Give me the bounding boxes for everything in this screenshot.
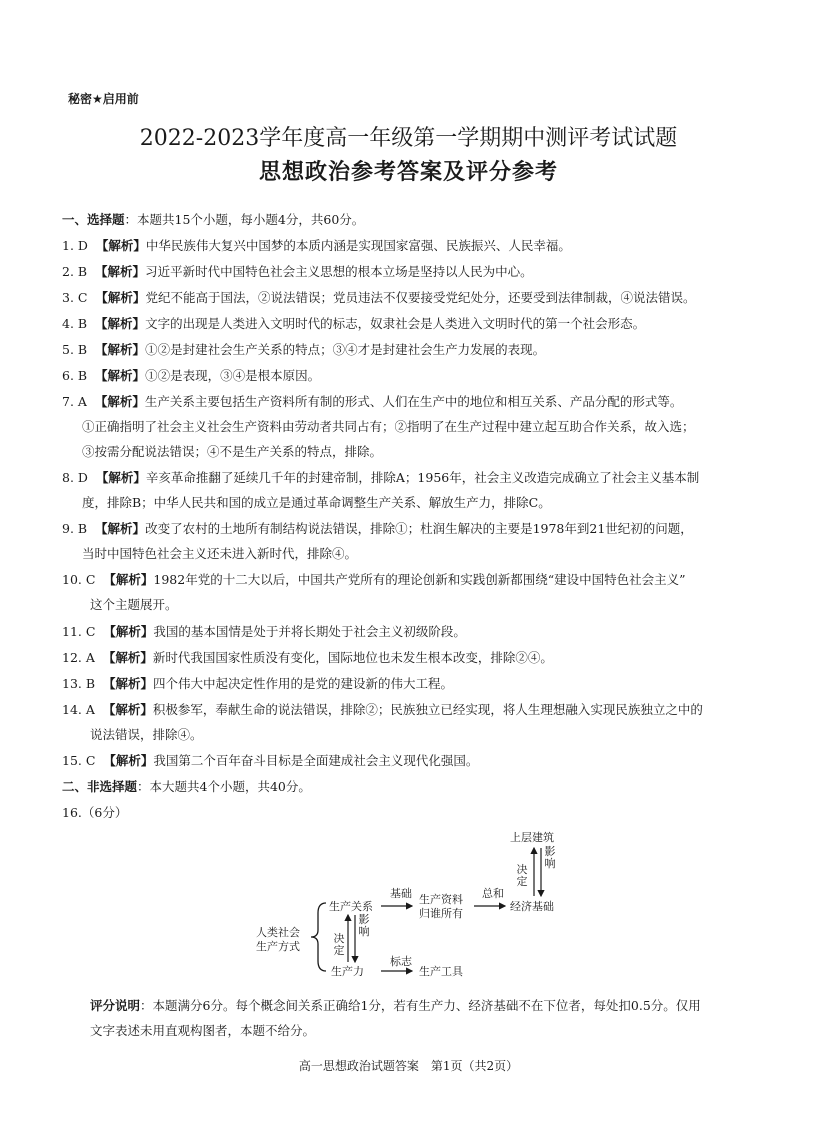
analysis-text: 中华民族伟大复兴中国梦的本质内涵是实现国家富强、民族振兴、人民幸福。 (145, 238, 571, 253)
page-footer: 高一思想政治试题答案 第1页（共2页） (298, 1059, 519, 1073)
answer-number: 2. B (62, 264, 88, 279)
analysis-text: 我国第二个百年奋斗目标是全面建成社会主义现代化强国。 (153, 753, 479, 768)
section-description: ：本题共15个小题，每小题4分，共60分。 (124, 212, 365, 227)
analysis-tag: 【解析】 (95, 316, 146, 331)
label-influence-lower: 影响 (358, 913, 370, 938)
label-decide-lower: 决定 (333, 932, 345, 957)
analysis-tag: 【解析】 (95, 342, 146, 357)
analysis-text: 文字的出现是人类进入文明时代的标志，奴隶社会是人类进入文明时代的第一个社会形态。 (145, 316, 646, 331)
answer-number: 8. D (62, 470, 88, 485)
analysis-text: 生产关系主要包括生产资料所有制的形式、人们在生产中的地位和相互关系、产品分配的形式等。 (144, 394, 683, 409)
analysis-text: 新时代我国国家性质没有变化，国际地位也未发生根本改变，排除②④。 (152, 650, 553, 665)
label-influence-upper: 影响 (544, 845, 556, 870)
answer-number: 15. C (62, 753, 96, 768)
node-society: 人类社会 (256, 926, 300, 939)
analysis-tag: 【解析】 (103, 572, 154, 587)
label-sum: 总和 (482, 887, 504, 900)
analysis-tag: 【解析】 (95, 368, 146, 383)
analysis-tag: 【解析】 (103, 753, 154, 768)
scoring-note-continuation: 文字表述未用直观构图者，本题不给分。 (90, 1023, 316, 1038)
analysis-text: 改变了农村的土地所有制结构说法错误，排除①；杜润生解决的主要是1978年到21世纪初的问题， (145, 521, 693, 536)
analysis-tag: 【解析】 (95, 264, 146, 279)
analysis-text: 辛亥革命推翻了延续几千年的封建帝制，排除A；1956年，社会主义改造完成确立了社会主义基本制 (145, 470, 700, 485)
analysis-text: ①②是表现，③④是根本原因。 (145, 368, 321, 383)
section-label: 二、非选择题 (62, 779, 138, 794)
answer-number: 9. B (62, 521, 88, 536)
analysis-text: ①②是封建社会生产关系的特点；③④才是封建社会生产力发展的表现。 (145, 342, 546, 357)
analysis-text: 习近平新时代中国特色社会主义思想的根本立场是坚持以人民为中心。 (145, 264, 533, 279)
answer-number: 13. B (62, 676, 96, 691)
analysis-text: 党纪不能高于国法，②说法错误；党员违法不仅要接受党纪处分，还要受到法律制裁，④说法错误。 (145, 290, 696, 305)
node-relations: 生产关系 (329, 900, 373, 913)
answer-number: 12. A (62, 650, 95, 665)
answer-number: 14. A (62, 702, 95, 717)
node-means: 生产资料 (419, 893, 463, 906)
answer-number: 5. B (62, 342, 88, 357)
analysis-continuation: 度，排除B；中华人民共和国的成立是通过革命调整生产关系、解放生产力，排除C。 (82, 495, 551, 510)
question-label: 16.（6分） (62, 805, 128, 820)
label-mark: 标志 (390, 955, 412, 968)
analysis-text: 四个伟大中起决定性作用的是党的建设新的伟大工程。 (153, 676, 454, 691)
confidential-label: 秘密★启用前 (68, 92, 139, 106)
scoring-note (90, 997, 701, 1015)
scoring-text: ：本题满分6分。每个概念间关系正确给1分，若有生产力、经济基础不在下位者，每处扣0.5分。仅用 (140, 998, 701, 1013)
analysis-tag: 【解析】 (102, 702, 153, 717)
answer-key-title: 思想政治参考答案及评分参考 (258, 160, 558, 185)
node-means-line2: 归谁所有 (419, 907, 463, 920)
analysis-text: 1982年党的十二大以后，中国共产党所有的理论创新和实践创新都围绕“建设中国特色社会主义” (153, 572, 686, 587)
analysis-tag: 【解析】 (102, 650, 153, 665)
analysis-tag: 【解析】 (103, 676, 154, 691)
analysis-tag: 【解析】 (103, 624, 154, 639)
analysis-tag: 【解析】 (95, 290, 146, 305)
node-tools: 生产工具 (419, 965, 463, 978)
answer-number: 7. A (62, 394, 87, 409)
analysis-text: 积极参军，奉献生命的说法错误，排除②；民族独立已经实现，将人生理想融入实现民族独立之中的 (152, 702, 703, 717)
section-description: ：本大题共4个小题，共40分。 (137, 779, 311, 794)
analysis-continuation: 当时中国特色社会主义还未进入新时代，排除④。 (82, 546, 358, 561)
diagram-brace (311, 903, 326, 971)
node-economic-base: 经济基础 (510, 900, 554, 913)
analysis-text: 我国的基本国情是处于并将长期处于社会主义初级阶段。 (153, 624, 466, 639)
answer-number: 6. B (62, 368, 88, 383)
node-superstructure: 上层建筑 (510, 831, 554, 844)
analysis-tag: 【解析】 (95, 521, 146, 536)
analysis-continuation: 说法错误，排除④。 (90, 727, 203, 742)
answer-number: 10. C (62, 572, 96, 587)
answer-number: 4. B (62, 316, 88, 331)
node-forces: 生产力 (331, 965, 364, 978)
scoring-label: 评分说明 (90, 998, 141, 1013)
analysis-tag: 【解析】 (95, 238, 146, 253)
answer-number: 1. D (62, 238, 88, 253)
section-label: 一、选择题 (62, 212, 125, 227)
analysis-tag: 【解析】 (95, 470, 146, 485)
analysis-tag: 【解析】 (94, 394, 145, 409)
label-decide-upper: 决定 (516, 863, 528, 888)
analysis-continuation: ①正确指明了社会主义社会生产资料由劳动者共同占有；②指明了在生产过程中建立起互助合作关系，故入选； (82, 419, 695, 434)
answer-number: 11. C (62, 624, 96, 639)
exam-title: 2022-2023学年度高一年级第一学期期中测评考试试题 (139, 126, 678, 151)
label-basis: 基础 (390, 887, 412, 900)
analysis-continuation: ③按需分配说法错误；④不是生产关系的特点，排除。 (82, 444, 383, 459)
node-society-line2: 生产方式 (256, 940, 300, 953)
analysis-continuation: 这个主题展开。 (90, 597, 178, 612)
answer-number: 3. C (62, 290, 88, 305)
